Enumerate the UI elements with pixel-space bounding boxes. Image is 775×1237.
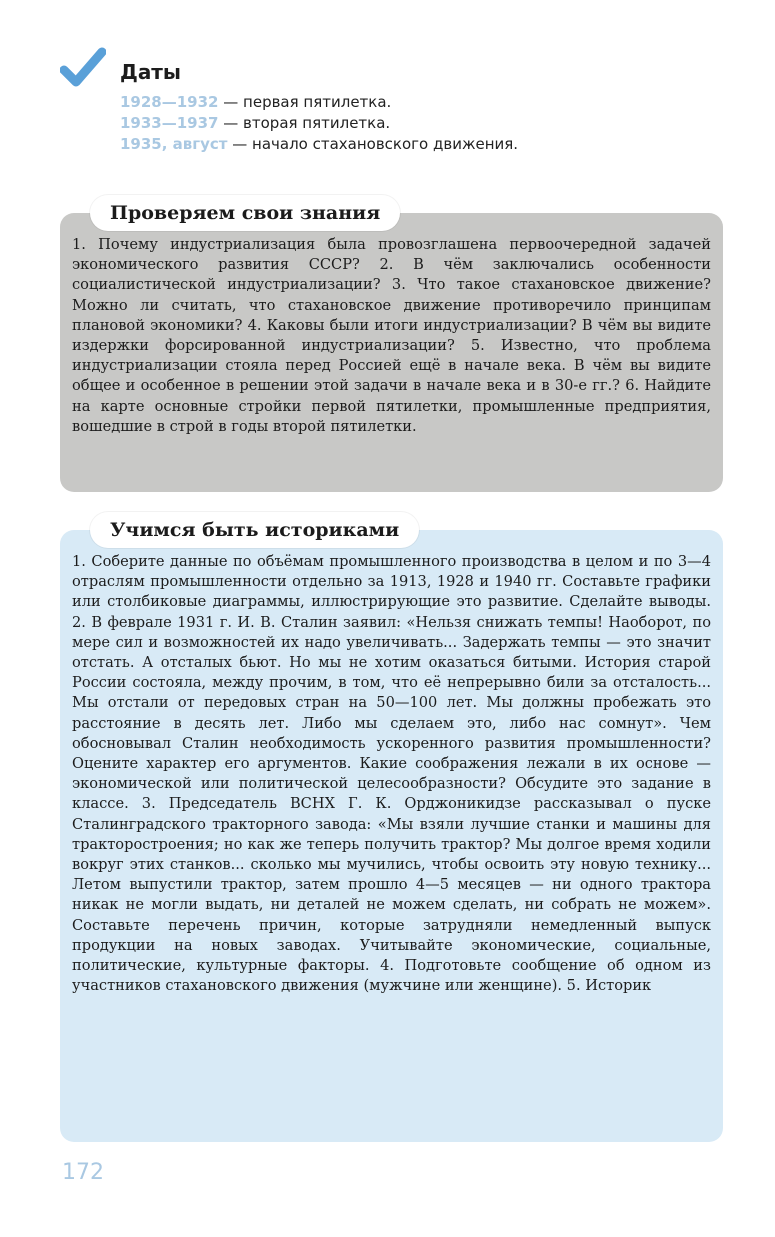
check-knowledge-questions: 1. Почему индустриализация была провозглашена первоочередной задачей экономического развития СССР? 2. В чём заключались особенности социалистической индустриализации? 3. Что такое стахановское движение? Можно ли считать, что стахановское движение противоречило принципам плановой экономики? 4. Каковы были итоги индустриализации? В чём вы видите издержки форсированной индустриализации? 5. Известно, что проблема индустриализации стояла перед Россией ещё в начале века. В чём вы видите общее и особенное в решении этой задачи в начале века и в 30-е гг.? 6. Найдите на карте основные стройки первой пятилетки, промышленные предприятия, вошедшие в строй в годы второй пятилетки. (72, 236, 711, 435)
historians-title: Учимся быть историками (90, 512, 419, 548)
date-item (120, 113, 518, 134)
historians-box (60, 519, 723, 1142)
date-term: 1933—1937 (120, 114, 219, 132)
page-number: 172 (62, 1160, 104, 1185)
date-description: — вторая пятилетка. (218, 114, 391, 132)
dates-title: Даты (120, 60, 181, 84)
check-knowledge-box (60, 202, 723, 492)
date-description: — первая пятилетка. (218, 93, 392, 111)
date-description: — начало стахановского движения. (227, 135, 519, 153)
historians-tasks: 1. Соберите данные по объёмам промышленного производства в целом и по 3—4 отраслям промышленности отдельно за 1913, 1928 и 1940 гг. Составьте графики или столбиковые диаграммы, иллюстрирующие это развитие. Сделайте выводы. 2. В феврале 1931 г. И. В. Сталин заявил: «Нельзя снижать темпы! Наоборот, по мере сил и возможностей их надо увеличивать... Задержать темпы — это значит отстать. А отсталых бьют. Но мы не хотим оказаться битыми. История старой России состояла, между прочим, в том, что её непрерывно били за отсталость... Мы отстали от передовых стран на 50—100 лет. Мы должны пробежать это расстояние в десять лет. Либо мы сделаем это, либо нас сомнут». Чем обосновывал Сталин необходимость ускоренного развития промышленности? Оцените характер его аргументов. Какие соображения лежали в их основе — экономической или политической целесообразности? Обсудите это задание в классе. 3. Председатель ВСНХ Г. К. Орджоникидзе рассказывал о пуске Сталинградского тракторного завода: «Мы взяли лучшие станки и машины для тракторостроения; но как же теперь получить трактор? Мы долгое время ходили вокруг этих станков... сколько мы мучились, чтобы освоить эту новую технику... Летом выпустили трактор, затем прошло 4—5 месяцев — ни одного трактора никак не могли выдать, ни деталей не можем сделать, ни собрать не можем». Составьте перечень причин, которые затрудняли немедленный выпуск продукции на новых заводах. Учитывайте экономические, социальные, политические, культурные факторы. 4. Подготовьте сообщение об одном из участников стахановского движения (мужчине или женщине). 5. Историк (72, 553, 711, 995)
date-term: 1935, август (120, 135, 228, 153)
date-item (120, 92, 518, 113)
date-item (120, 134, 518, 155)
check-knowledge-title: Проверяем свои знания (90, 195, 400, 231)
date-term: 1928—1932 (120, 93, 219, 111)
dates-list (120, 92, 518, 155)
checkmark-icon (60, 46, 106, 92)
